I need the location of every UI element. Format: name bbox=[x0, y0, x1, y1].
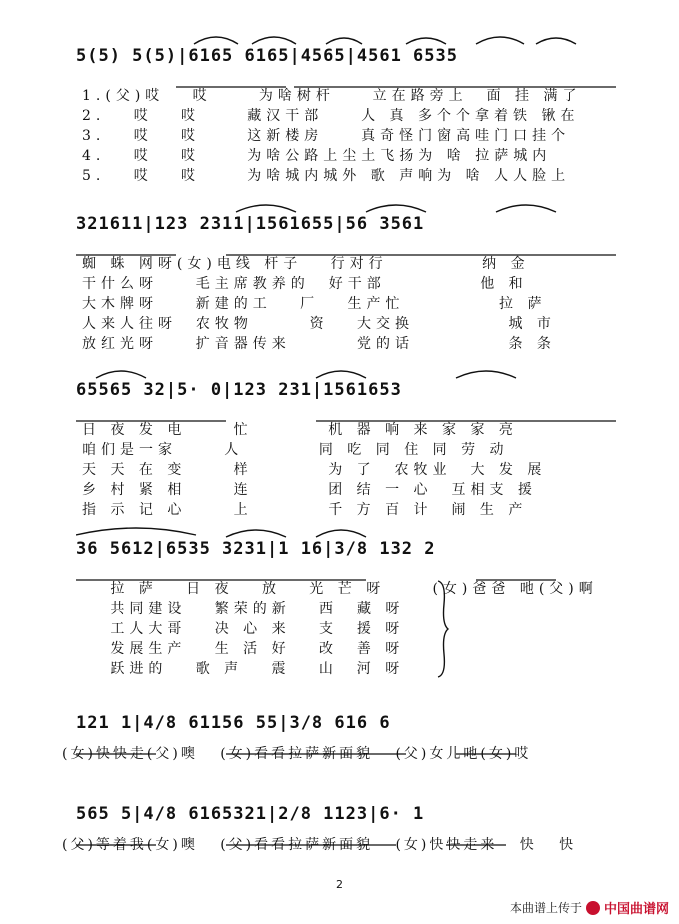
page-number: 2 bbox=[336, 878, 343, 891]
lyric-verse-1: 蜘 蛛 网呀(女)电线 杆子 行对行 纳 金 bbox=[82, 256, 530, 272]
notation-line: 36 5612|6535 3231|1 16|3/8 132 2 bbox=[76, 539, 436, 559]
lyrics-block bbox=[82, 420, 639, 520]
lyric-verse-4: 4. 哎 哎 为啥公路上尘土飞扬为 啥 拉萨城内 bbox=[82, 148, 552, 164]
site-logo-text: 中国曲谱网 bbox=[603, 901, 669, 916]
site-logo-icon bbox=[586, 901, 600, 915]
lyric-verse-2: 共同建设 繁荣的新 西 藏 呀 bbox=[82, 601, 405, 617]
beam-lines bbox=[76, 76, 619, 82]
notation-line: 5(5) 5(5)|6165 6165|4565|4561 6535 bbox=[76, 46, 458, 66]
slur-marks bbox=[76, 28, 619, 48]
notation-line: 565 5|4/8 6165321|2/8 1123|6· 1 bbox=[76, 804, 425, 824]
beam-lines bbox=[76, 410, 619, 416]
lyric-verse-5: 5. 哎 哎 为啥城内城外 歌 声响为 啥 人人脸上 bbox=[82, 168, 571, 184]
slur-marks bbox=[76, 521, 619, 541]
lyric-verse-5: 指 示 记 心 上 千 方 百 计 闹 生 产 bbox=[82, 502, 528, 518]
lyric-verse-3: 工人大哥 决 心 来 支 援 呀 bbox=[82, 621, 405, 637]
lyric-verse-1: 1.(父)哎 哎 为啥树杆 立在路旁上 面 挂 满了 bbox=[82, 88, 582, 104]
lyric-line: (父)等着我(女)噢 (父)看看拉萨新面貌 (女)快快走来 快 快 bbox=[62, 837, 577, 853]
beam-lines bbox=[76, 569, 619, 575]
upload-text: 本曲谱上传于 bbox=[509, 901, 582, 915]
lyric-verse-5: 放红光呀 扩音器传来 党的话 条 条 bbox=[82, 336, 556, 352]
notation-line: 121 1|4/8 61156 55|3/8 616 6 bbox=[76, 713, 391, 733]
notation-line: 321611|123 2311|1561655|56 3561 bbox=[76, 214, 425, 234]
lyric-line: (女)快快走(父)噢 (女)看看拉萨新面貌 (父)女儿吔(女)哎 bbox=[62, 746, 532, 762]
lyrics-block bbox=[82, 86, 639, 186]
lyric-verse-2: 干什么呀 毛主席教养的 好干部 他 和 bbox=[82, 276, 528, 292]
lyric-verse-1: 拉 萨 日 夜 放 光 芒 呀 (女)爸爸 吔(父)啊 bbox=[82, 581, 598, 597]
lyric-verse-4: 人来人往呀 农牧物 资 大交换 城 市 bbox=[82, 316, 556, 332]
lyric-verse-2: 2. 哎 哎 藏汉干部 人 真 多个个拿着铁 锹在 bbox=[82, 108, 580, 124]
lyric-verse-4: 乡 村 紧 相 连 团 结 一 心 互相支 援 bbox=[82, 482, 537, 498]
lyrics-block bbox=[82, 579, 639, 679]
verse-brace bbox=[436, 579, 450, 679]
slur-marks bbox=[76, 196, 619, 216]
beam-lines bbox=[76, 244, 619, 250]
lyric-verse-3: 3. 哎 哎 这新楼房 真奇怪门窗高哇门口挂个 bbox=[82, 128, 571, 144]
lyric-verse-3: 天 天 在 变 样 为 了 农牧业 大 发 展 bbox=[82, 462, 547, 478]
lyric-verse-1: 日 夜 发 电 忙 机 器 响 来 家 家 亮 bbox=[82, 422, 518, 438]
lyric-verse-4: 发展生产 生 活 好 改 善 呀 bbox=[82, 641, 405, 657]
lyric-verse-3: 大木牌呀 新建的工 厂 生产忙 拉 萨 bbox=[82, 296, 547, 312]
notation-line: 65565 32|5· 0|123 231|1561653 bbox=[76, 380, 402, 400]
lyrics-block bbox=[82, 254, 639, 354]
slur-marks bbox=[76, 362, 619, 382]
site-watermark bbox=[510, 898, 669, 917]
lyric-verse-2: 咱们是一家 人 同 吃 同 住 同 劳 动 bbox=[82, 442, 509, 458]
lyric-verse-5: 跃进的 歌 声 震 山 河 呀 bbox=[82, 661, 405, 677]
